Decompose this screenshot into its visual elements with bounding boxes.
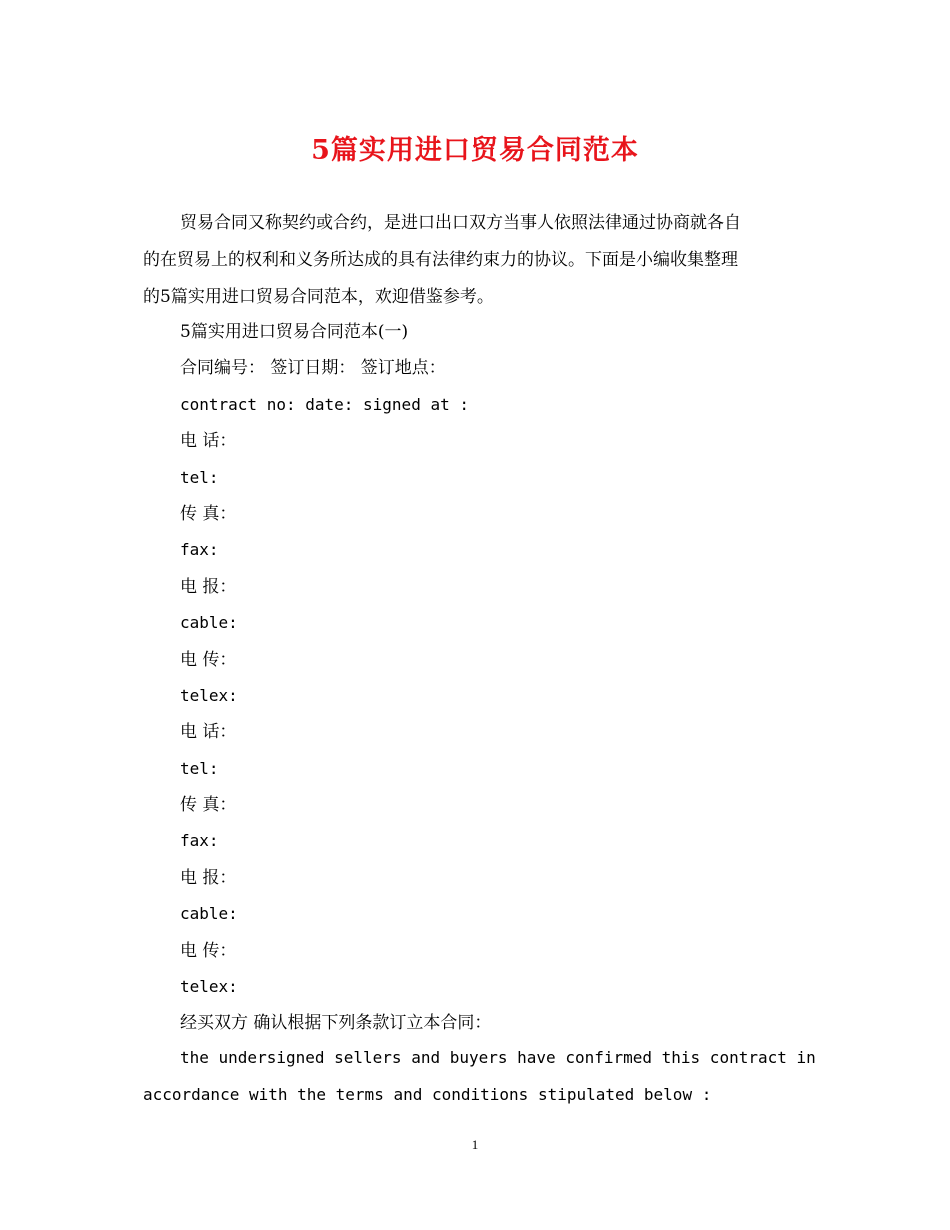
fax-label-en: fax: xyxy=(180,540,219,560)
cable-label-en: cable: xyxy=(180,904,238,924)
intro-line: 的5篇实用进口贸易合同范本，欢迎借鉴参考。 xyxy=(143,287,494,307)
fax-label-en: fax: xyxy=(180,831,219,851)
intro-paragraph xyxy=(143,205,798,316)
telex-label-en: telex: xyxy=(180,977,238,997)
fax-label-cn: 传 真： xyxy=(180,503,237,524)
section-heading: 5篇实用进口贸易合同范本(一) xyxy=(180,322,409,342)
intro-line: 贸易合同又称契约或合约，是进口出口双方当事人依照法律通过协商就各自 xyxy=(180,213,741,233)
confirmation-cn: 经买双方 确认根据下列条款订立本合同： xyxy=(180,1013,492,1034)
confirmation-en-line: the undersigned sellers and buyers have confirmed this contract in xyxy=(180,1048,816,1067)
cable-label-cn: 电 报： xyxy=(180,867,237,888)
tel-label-cn: 电 话： xyxy=(180,431,237,452)
confirmation-en-line: accordance with the terms and conditions stipulated below : xyxy=(143,1085,712,1104)
fax-label-cn: 传 真： xyxy=(180,795,237,816)
tel-label-en: tel: xyxy=(180,467,219,487)
page-number: 1 xyxy=(471,1137,479,1152)
contract-body xyxy=(180,314,491,1042)
document-title: 5篇实用进口贸易合同范本 xyxy=(311,135,639,166)
telex-label-en: telex: xyxy=(180,685,238,705)
telex-label-cn: 电 传： xyxy=(180,649,237,670)
telex-label-cn: 电 传： xyxy=(180,940,237,961)
confirmation-en-paragraph xyxy=(143,1039,816,1113)
tel-label-cn: 电 话： xyxy=(180,722,237,743)
contract-header-cn: 合同编号： 签订日期： 签订地点： xyxy=(180,358,446,379)
cable-label-cn: 电 报： xyxy=(180,576,237,597)
intro-line: 的在贸易上的权利和义务所达成的具有法律约束力的协议。下面是小编收集整理 xyxy=(143,250,738,270)
contract-header-en: contract no: date: signed at : xyxy=(180,394,469,414)
tel-label-en: tel: xyxy=(180,758,219,778)
cable-label-en: cable: xyxy=(180,613,238,633)
